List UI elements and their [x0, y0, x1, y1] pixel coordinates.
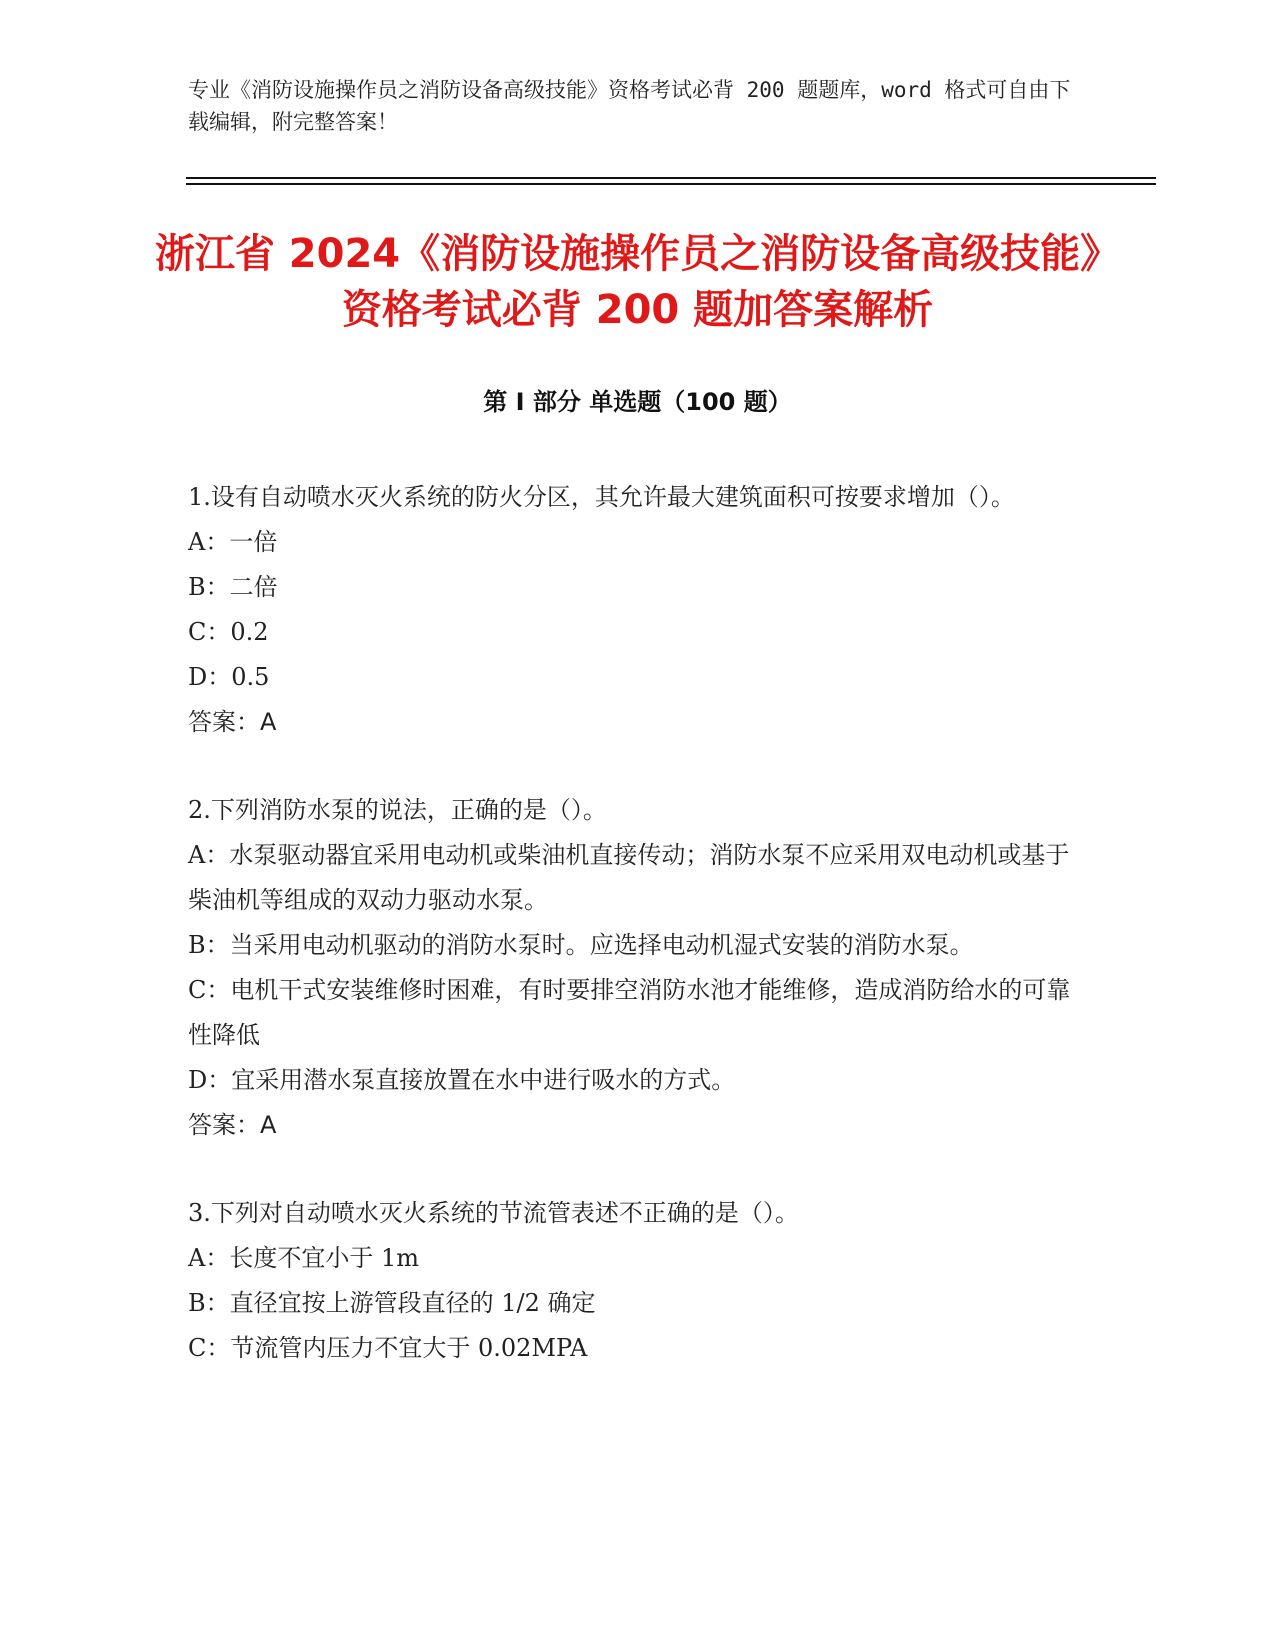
question-stem: 3.下列对自动喷水灭火系统的节流管表述不正确的是（）。	[188, 1199, 799, 1227]
question-stem: 1.设有自动喷水灭火系统的防火分区，其允许最大建筑面积可按要求增加（）。	[188, 483, 1015, 511]
section-title: 第 I 部分 单选题（100 题）	[483, 388, 792, 416]
question-list	[188, 475, 1088, 1414]
question-3	[188, 1191, 1088, 1371]
option-d: D：宜采用潜水泵直接放置在水中进行吸水的方式。	[188, 1066, 736, 1094]
option-a: A：长度不宜小于 1m	[188, 1244, 419, 1272]
document-title: 浙江省 2024《消防设施操作员之消防设备高级技能》资格考试必背 200 题加答案解析	[154, 231, 1121, 333]
answer: 答案：A	[188, 708, 277, 736]
header-note: 专业《消防设施操作员之消防设备高级技能》资格考试必背 200 题题库，word 格式可自由下载编辑，附完整答案！	[188, 78, 1071, 134]
question-2	[188, 788, 1088, 1148]
header-rule-top	[186, 177, 1156, 179]
option-b: B：直径宜按上游管段直径的 1/2 确定	[188, 1289, 596, 1317]
option-d: D：0.5	[188, 663, 270, 691]
option-c: C：电机干式安装维修时困难，有时要排空消防水池才能维修，造成消防给水的可靠性降低	[188, 976, 1071, 1049]
header-rule-bottom	[186, 183, 1156, 185]
option-b: B：二倍	[188, 573, 278, 601]
option-c: C：节流管内压力不宜大于 0.02MPA	[188, 1334, 588, 1362]
option-c: C：0.2	[188, 618, 269, 646]
option-b: B：当采用电动机驱动的消防水泵时。应选择电动机湿式安装的消防水泵。	[188, 931, 974, 959]
option-a: A：水泵驱动器宜采用电动机或柴油机直接传动；消防水泵不应采用双电动机或基于柴油机等组成的双动力驱动水泵。	[188, 841, 1070, 914]
question-1	[188, 475, 1088, 745]
option-a: A：一倍	[188, 528, 278, 556]
question-stem: 2.下列消防水泵的说法，正确的是（）。	[188, 796, 607, 824]
answer: 答案：A	[188, 1111, 277, 1139]
